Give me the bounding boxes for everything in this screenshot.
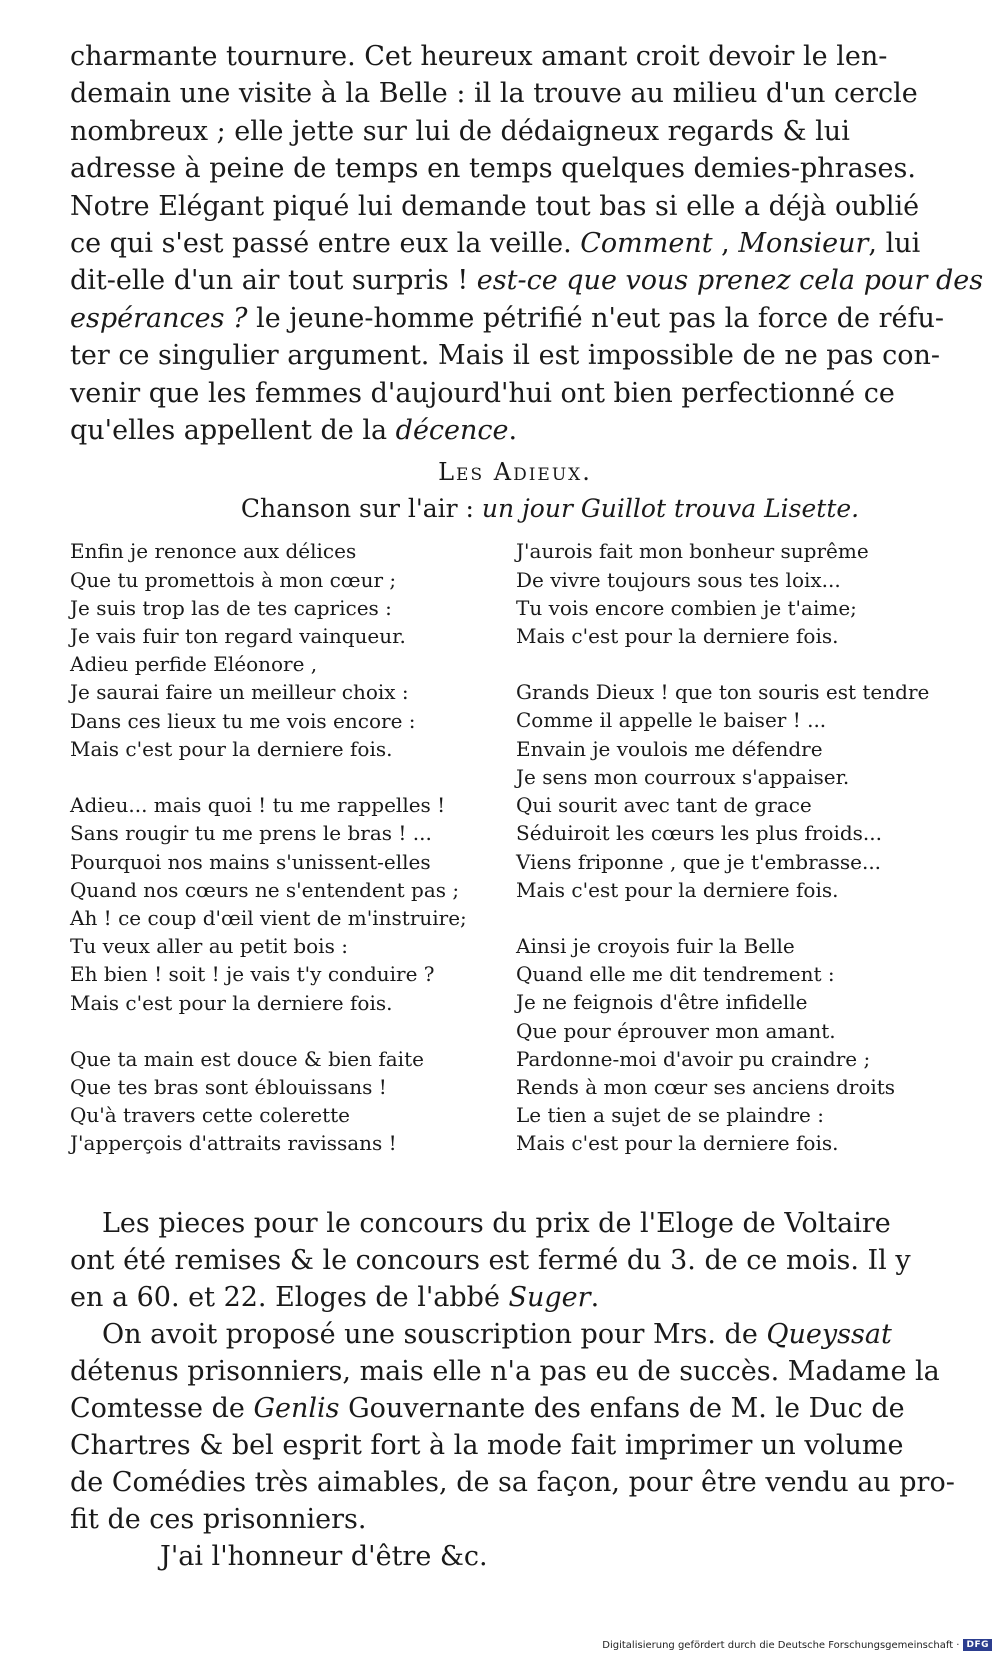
verse-line: Quand elle me dit tendrement : [516, 962, 835, 987]
verse-line: J'apperçois d'attraits ravissans ! [70, 1131, 397, 1156]
verse-line: Que tes bras sont éblouissans ! [70, 1074, 387, 1099]
text-line: demain une visite à la Belle : il la trouve au milieu d'un cercle [70, 78, 918, 110]
song-subtitle: Chanson sur l'air : un jour Guillot trouva Lisette. [240, 494, 860, 524]
verse-line: Mais c'est pour la derniere fois. [70, 736, 393, 761]
verse-line: Grands Dieux ! que ton souris est tendre [516, 680, 930, 705]
text-line: charmante tournure. Cet heureux amant croit devoir le len- [70, 41, 888, 72]
text-line: venir que les femmes d'aujourd'hui ont bien perfectionné ce [70, 377, 895, 409]
text-line: détenus prisonniers, mais elle n'a pas eu de succès. Madame la [70, 1356, 940, 1388]
verse-line: Tu veux aller au petit bois : [70, 934, 348, 959]
verse-line: Qui sourit avec tant de grace [516, 793, 812, 818]
text-line: nombreux ; elle jette sur lui de dédaigneux regards & lui [70, 115, 850, 147]
text-line: adresse à peine de temps en temps quelques demies-phrases. [70, 153, 916, 185]
text-line: ont été remises & le concours est fermé du 3. de ce mois. Il y [70, 1245, 911, 1277]
verse-line: Pardonne-moi d'avoir pu craindre ; [516, 1046, 871, 1071]
song-right-column [516, 537, 976, 1157]
text-line: On avoit proposé une souscription pour Mrs. de Queyssat [102, 1319, 892, 1351]
text-line: Les pieces pour le concours du prix de l'Eloge de Voltaire [102, 1208, 891, 1240]
verse-line: Séduiroit les cœurs les plus froids... [516, 821, 882, 846]
text-line: ter ce singulier argument. Mais il est impossible de ne pas con- [70, 340, 940, 372]
song-title: Les Adieux. [438, 458, 592, 487]
stanza [516, 678, 976, 904]
verse-line: Comme il appelle le baiser ! ... [516, 708, 827, 733]
intro-paragraph [70, 38, 984, 449]
verse-line: Mais c'est pour la derniere fois. [516, 877, 839, 902]
verse-line: Ah ! ce coup d'œil vient de m'instruire; [70, 905, 467, 930]
verse-line: Je sens mon courroux s'appaiser. [516, 764, 850, 789]
verse-line: Je saurai faire un meilleur choix : [70, 680, 409, 705]
verse-line: Le tien a sujet de se plaindre : [516, 1103, 824, 1128]
verse-line: J'aurois fait mon bonheur suprême [516, 539, 869, 564]
text-line: Chartres & bel esprit fort à la mode fait imprimer un volume [70, 1430, 904, 1462]
verse-line: Ainsi je croyois fuir la Belle [516, 933, 795, 958]
verse-line: Adieu perfide Eléonore , [70, 652, 318, 677]
document-page [70, 38, 984, 1575]
verse-line: Quand nos cœurs ne s'entendent pas ; [70, 877, 460, 902]
verse-line: Je suis trop las de tes caprices : [70, 595, 392, 620]
verse-line: Enfin je renonce aux délices [70, 539, 357, 564]
dfg-logo-icon: DFG [963, 1639, 992, 1651]
verse-line: Mais c'est pour la derniere fois. [516, 1131, 839, 1156]
text-line: Notre Elégant piqué lui demande tout bas si elle a déjà oublié [70, 190, 920, 222]
verse-line: Mais c'est pour la derniere fois. [516, 624, 839, 649]
verse-line: Rends à mon cœur ses anciens droits [516, 1074, 896, 1099]
verse-line: Que ta main est douce & bien faite [70, 1046, 424, 1071]
verse-line: Envain je voulois me défendre [516, 736, 823, 761]
verse-line: Je ne feignois d'être infidelle [516, 990, 808, 1015]
verse-line: Viens friponne , que je t'embrasse... [516, 849, 882, 874]
text-line: en a 60. et 22. Eloges de l'abbé Suger. [70, 1282, 600, 1314]
verse-line: Mais c'est pour la derniere fois. [70, 990, 393, 1015]
verse-line: Que pour éprouver mon amant. [516, 1018, 836, 1043]
verse-line: Pourquoi nos mains s'unissent-elles [70, 849, 431, 874]
verse-line: Dans ces lieux tu me vois encore : [70, 708, 416, 733]
verse-line: De vivre toujours sous tes loix... [516, 567, 841, 592]
verse-line: Qu'à travers cette colerette [70, 1103, 350, 1128]
stanza [70, 1045, 480, 1158]
text-line: espérances ? le jeune-homme pétrifié n'eut pas la force de réfu- [70, 302, 944, 334]
verse-line: Je vais fuir ton regard vainqueur. [70, 624, 406, 649]
text-line: ce qui s'est passé entre eux la veille. Comment , Monsieur, lui [70, 228, 921, 260]
verse-line: Tu vois encore combien je t'aime; [516, 595, 857, 620]
verse-line: Sans rougir tu me prens le bras ! ... [70, 821, 432, 846]
text-line: de Comédies très aimables, de sa façon, pour être vendu au pro- [70, 1467, 955, 1499]
text-line: Comtesse de Genlis Gouvernante des enfans de M. le Duc de [70, 1393, 905, 1425]
text-line: fit de ces prisonniers. [70, 1504, 367, 1536]
stanza [516, 932, 976, 1158]
closing-section [70, 1205, 960, 1575]
text-line: qu'elles appellent de la décence. [70, 415, 518, 447]
voltaire-paragraph [70, 1205, 960, 1316]
stanza [70, 537, 480, 763]
stanza [70, 791, 480, 1017]
subscription-paragraph [70, 1316, 960, 1538]
footer-text: Digitalisierung gefördert durch die Deutsche Forschungsgemeinschaft · [602, 1639, 960, 1651]
song-body [70, 537, 960, 1197]
closing-salutation: J'ai l'honneur d'être &c. [160, 1541, 488, 1573]
verse-line: Que tu promettois à mon cœur ; [70, 567, 397, 592]
verse-line: Adieu... mais quoi ! tu me rappelles ! [70, 793, 446, 818]
verse-line: Eh bien ! soit ! je vais t'y conduire ? [70, 962, 435, 987]
stanza [516, 537, 976, 650]
song-left-column [70, 537, 480, 1157]
footer-credit [602, 1639, 992, 1651]
text-line: dit-elle d'un air tout surpris ! est-ce que vous prenez cela pour des [70, 265, 984, 297]
